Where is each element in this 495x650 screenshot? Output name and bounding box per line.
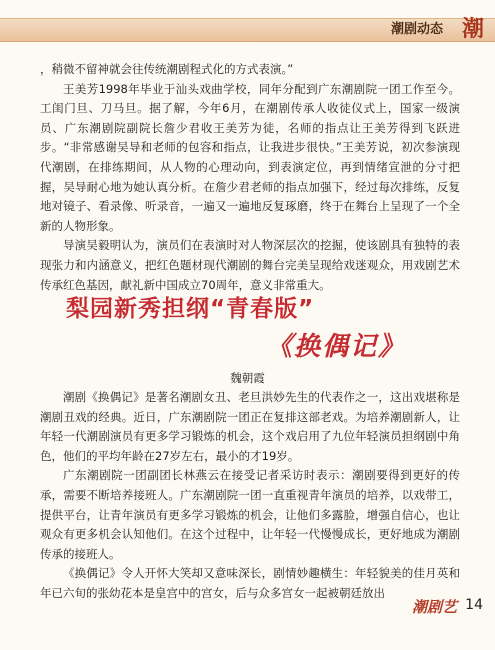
paragraph: ，稍微不留神就会往传统潮剧程式化的方式表演。” bbox=[40, 62, 294, 76]
article2-title-line2: 《换偶记》 bbox=[266, 332, 407, 362]
paragraph: 王美芳1998年毕业于汕头戏曲学校，同年分配到广东潮剧院一团工作至今。工闺门旦、刀马旦。据了解，今年6月，在潮剧传承人收徒仪式上，国家一级演员、广东潮剧院副院长詹少君收王美芳为徒，名师的指点让王美芳得到飞跃进步。“非常感谢吴导和老师的包容和指点，让我进步很快。”王美芳说，初次参演现代潮剧，在排练期间，从人物的心理动向，到表演定位，再到情绪宣泄的分寸把握，吴导耐心地为她认真分析。在詹少君老师的指点加强下，经过每次排练，反复地对镜子、看录像、听录音，一遍又一遍地反复琢磨，终于在舞台上呈现了一个全新的人物形象。 bbox=[40, 81, 460, 233]
header-bar bbox=[0, 0, 495, 52]
paragraph: 潮剧《换偶记》是著名潮剧女丑、老旦洪妙先生的代表作之一，这出戏堪称是潮剧丑戏的经典。近日，广东潮剧院一团正在复排这部老戏。为培养潮剧新人，让年轻一代潮剧演员有更多学习锻炼的机会，这个戏启用了九位年轻演员担纲剧中角色，他们的平均年龄在27岁左右，最小的才19岁。 bbox=[40, 390, 460, 463]
article2-title-line1: 梨园新秀担纲“青春版” bbox=[66, 296, 315, 322]
paragraph: 广东潮剧院一团副团长林燕云在接受记者采访时表示：潮剧要得到更好的传承，需要不断培养接班人。广东潮剧院一团一直重视青年演员的培养，以戏带工，提供平台，让青年演员有更多学习锻炼的机会，让他们多露脸，增强自信心，也让观众有更多机会认知他们。在这个过程中，让年轻一代慢慢成长，更好地成为潮剧传承的接班人。 bbox=[40, 468, 460, 561]
paragraph: 《换偶记》令人开怀大笑却又意味深长，剧情妙趣横生：年轻貌美的佳月英和年已六旬的张幼花本是皇宫中的宫女，后与众多宫女一起被朝廷放出 bbox=[40, 566, 460, 600]
magazine-logo: 潮剧艺 bbox=[411, 598, 457, 616]
page-number: 14 bbox=[465, 597, 483, 613]
article2-body bbox=[40, 388, 460, 604]
paragraph: 导演吴毅明认为，演员们在表演时对人物深层次的挖掘，使该剧具有独特的表现张力和内涵意义，把红色题材现代潮剧的舞台完美呈现给戏迷观众，用戏剧艺术传承红色基因，献礼新中国成立70周年，意义非常重大。 bbox=[40, 238, 460, 292]
article2-author: 魏朝霞 bbox=[230, 371, 265, 385]
article1-body bbox=[40, 60, 460, 295]
section-title: 潮剧动态 bbox=[390, 22, 443, 37]
seal-logo: 潮 bbox=[461, 16, 484, 42]
